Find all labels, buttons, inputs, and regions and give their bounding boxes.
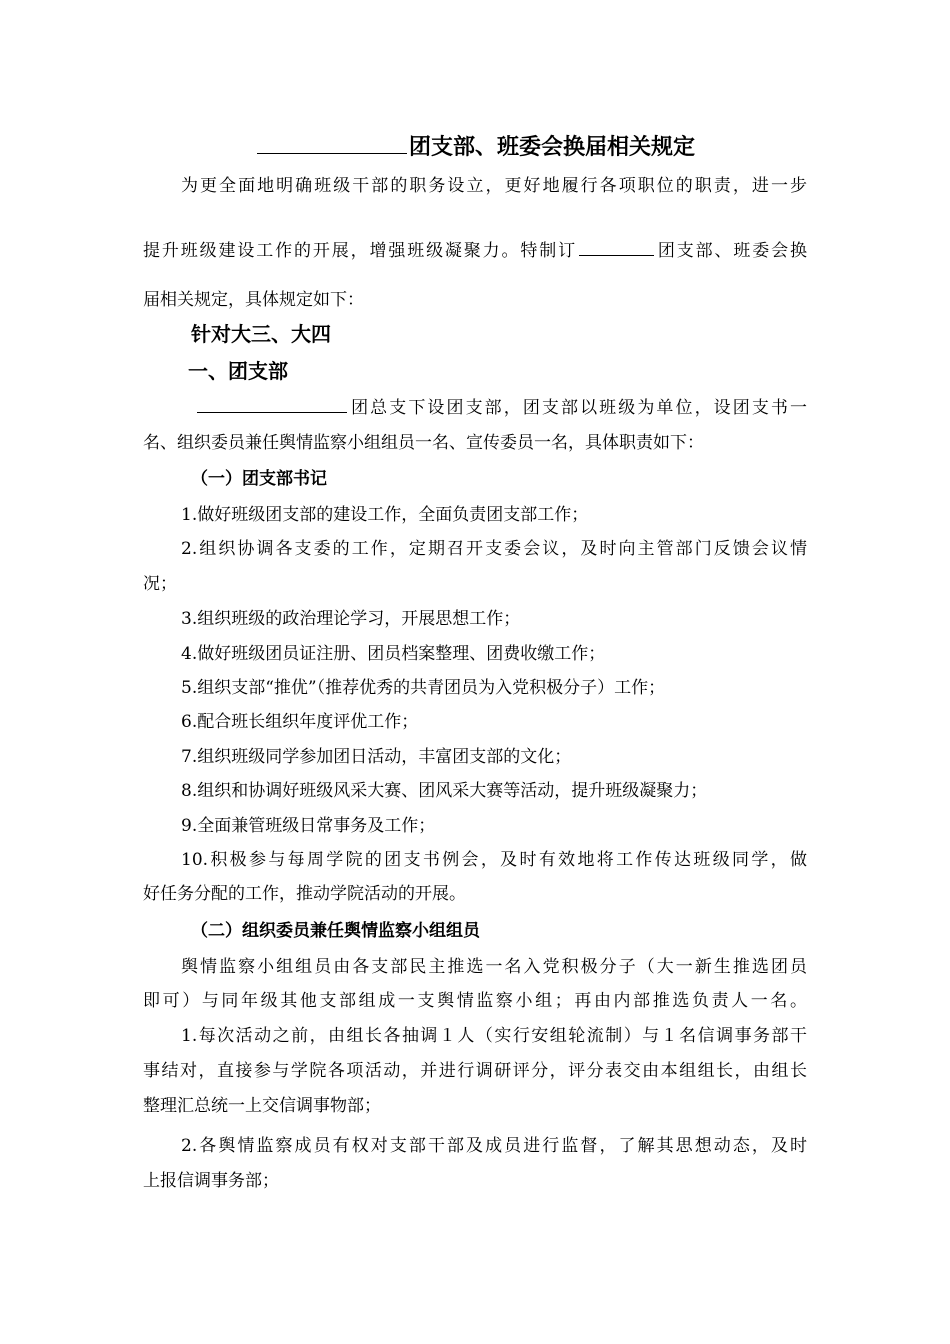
supervision-duty-1c: 整理汇总统一上交信调事物部； [143,1096,381,1116]
supervision-duty-2b: 上报信调事务部； [143,1171,279,1191]
secretary-duty-2b: 况； [143,574,177,594]
title-text: 团支部、班委会换届相关规定 [408,135,695,160]
target-heading: 针对大三、大四 [191,322,331,346]
document-title [143,133,807,163]
section1-blank-line [197,411,347,413]
intro-line-1: 为更全面地明确班级干部的职务设立，更好地履行各项职位的职责，进一步 [181,176,807,196]
secretary-duty-4: 4.做好班级团员证注册、团员档案整理、团费收缴工作； [181,644,606,664]
secretary-duty-5: 5.组织支部“推优”（推荐优秀的共青团员为入党积极分子）工作； [181,678,666,698]
secretary-duty-10a: 10.积极参与每周学院的团支书例会，及时有效地将工作传达班级同学，做 [181,850,807,870]
supervision-duty-1b: 事结对，直接参与学院各项活动，并进行调研评分，评分表交由本组组长，由组长 [143,1061,807,1081]
secretary-duty-9: 9.全面兼管班级日常事务及工作； [181,816,436,836]
supervision-duty-2a: 2.各舆情监察成员有权对支部干部及成员进行监督，了解其思想动态，及时 [181,1136,807,1156]
section1-para-line-1 [195,396,807,420]
section1-para-line-2: 名、组织委员兼任舆情监察小组组员一名、宣传委员一名，具体职责如下： [143,433,704,453]
supervision-para-line-1: 舆情监察小组组员由各支部民主推选一名入党积极分子（大一新生推选团员 [181,957,807,977]
intro-line-2b: 团支部、班委会换 [656,241,807,261]
section-heading-league-branch: 一、团支部 [188,359,288,383]
title-blank-line [257,152,407,154]
secretary-duty-7: 7.组织班级同学参加团日活动，丰富团支部的文化； [181,747,572,767]
secretary-duty-1: 1.做好班级团支部的建设工作，全面负责团支部工作； [181,505,589,525]
supervision-duty-1a: 1.每次活动之前，由组长各抽调１人（实行安组轮流制）与１名信调事务部干 [181,1026,807,1046]
secretary-duty-8: 8.组织和协调好班级风采大赛、团风采大赛等活动，提升班级凝聚力； [181,781,708,801]
intro-blank-line [579,254,654,256]
secretary-duty-10b: 好任务分配的工作，推动学院活动的开展。 [143,884,466,904]
secretary-duty-3: 3.组织班级的政治理论学习，开展思想工作； [181,609,521,629]
secretary-duty-2a: 2.组织协调各支委的工作，定期召开支委会议，及时向主管部门反馈会议情 [181,539,807,559]
intro-line-2 [143,239,807,263]
subheading-organization-committee: （二）组织委员兼任舆情监察小组组员 [191,921,480,941]
secretary-duty-6: 6.配合班长组织年度评优工作； [181,712,419,732]
intro-line-2a: 提升班级建设工作的开展，增强班级凝聚力。特制订 [143,241,578,261]
section1-para-text-1: 团总支下设团支部，团支部以班级为单位，设团支书一 [349,398,807,418]
intro-line-3: 届相关规定，具体规定如下： [143,290,364,310]
supervision-para-line-2: 即可）与同年级其他支部组成一支舆情监察小组；再由内部推选负责人一名。 [143,991,807,1011]
subheading-branch-secretary: （一）团支部书记 [191,469,327,489]
